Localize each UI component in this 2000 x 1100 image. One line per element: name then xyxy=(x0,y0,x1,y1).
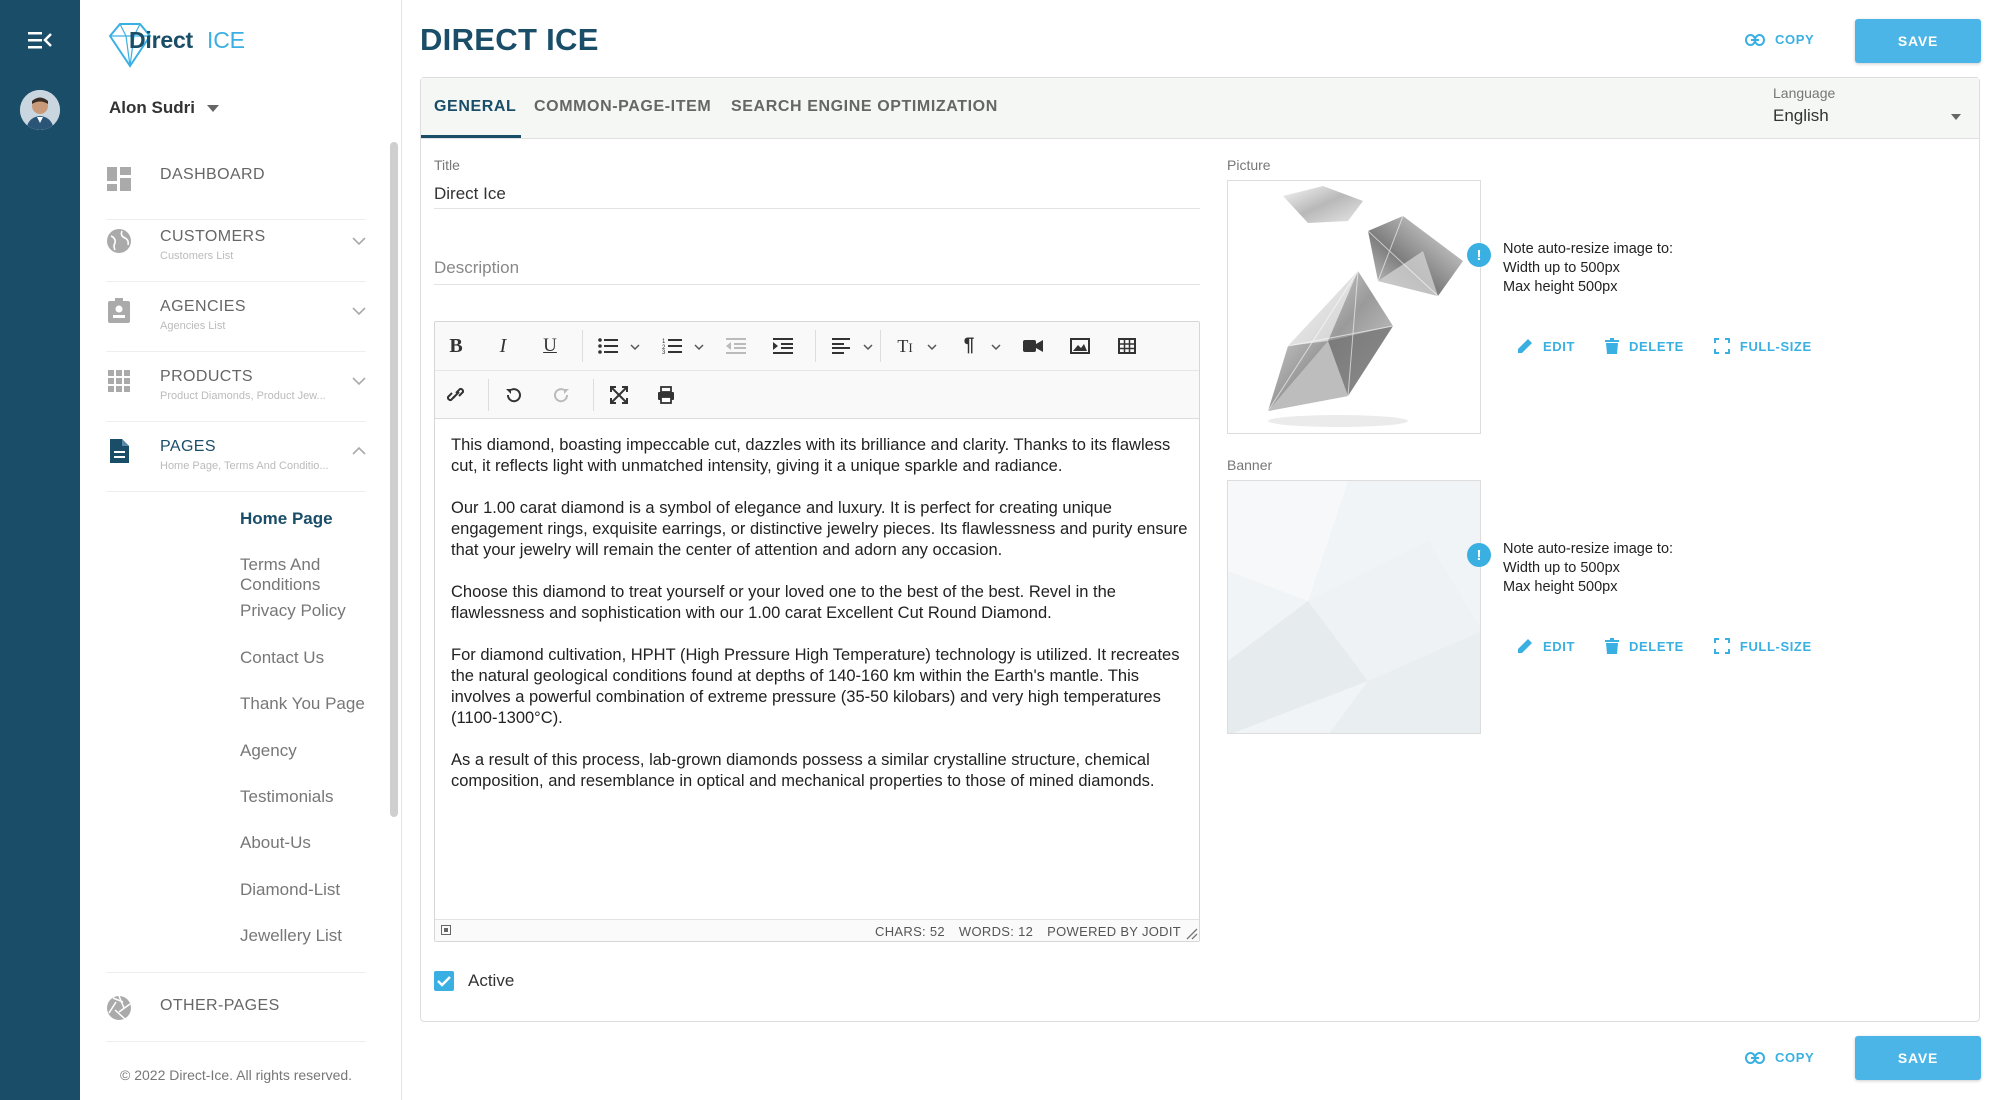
align-icon[interactable] xyxy=(826,331,856,361)
picture-fullsize-button[interactable] xyxy=(1714,338,1812,354)
description-underline xyxy=(434,284,1200,285)
svg-text:2: 2 xyxy=(662,345,666,351)
trash-icon xyxy=(1605,338,1619,354)
banner-preview[interactable] xyxy=(1227,480,1481,734)
delete-label: DELETE xyxy=(1629,338,1684,354)
title-label: Title xyxy=(434,157,460,173)
picture-edit-button[interactable] xyxy=(1517,338,1575,354)
note-line: Note auto-resize image to: xyxy=(1503,541,1674,557)
banner-fullsize-button[interactable] xyxy=(1714,638,1812,654)
copy-label: COPY xyxy=(1775,32,1815,47)
banner-image xyxy=(1228,481,1481,734)
note-line: Note auto-resize image to: xyxy=(1503,241,1674,257)
title-input[interactable] xyxy=(434,179,1200,209)
trash-icon xyxy=(1605,638,1619,654)
active-toggle[interactable] xyxy=(434,971,514,991)
chevron-down-icon xyxy=(352,236,366,246)
sidebar-item-customers[interactable] xyxy=(106,212,366,282)
form-card xyxy=(420,77,1980,1022)
active-checkbox[interactable] xyxy=(434,971,454,991)
content-paragraph: Choose this diamond to treat yourself or your loved one to the best of the best. Revel in the flawlessness and sophistication with our 1.00 carat Excellent Cut Round Diamond. xyxy=(451,583,1116,622)
sidebar-scrollbar[interactable] xyxy=(390,142,398,817)
copy-button[interactable] xyxy=(1745,32,1814,47)
rich-text-editor[interactable] xyxy=(434,321,1200,942)
copy-label: COPY xyxy=(1775,1050,1815,1065)
tab-bar xyxy=(421,78,1979,139)
link-icon xyxy=(1745,34,1765,46)
page-title: DIRECT ICE xyxy=(420,22,599,57)
pencil-icon xyxy=(1517,338,1533,354)
sidebar-item-other-pages[interactable] xyxy=(106,972,366,1042)
link-icon xyxy=(1745,1052,1765,1064)
fullsize-label: FULL-SIZE xyxy=(1739,638,1812,654)
table-icon[interactable] xyxy=(1112,331,1142,361)
sidebar-item-sublabel: Home Page, Terms And Conditio... xyxy=(160,460,329,472)
chevron-down-icon[interactable] xyxy=(630,343,640,351)
badge-icon xyxy=(106,298,132,324)
user-name: Alon Sudri xyxy=(109,98,195,117)
language-select[interactable] xyxy=(1773,106,1969,132)
sidebar xyxy=(80,0,402,1100)
language-value: English xyxy=(1773,106,1829,125)
note-line: Width up to 500px xyxy=(1503,560,1620,576)
brand-logo[interactable] xyxy=(104,18,244,74)
sidebar-subitem-thank-you[interactable]: Thank You Page xyxy=(240,694,365,713)
active-label: Active xyxy=(468,971,515,990)
editor-statusbar xyxy=(435,919,1199,941)
picture-actions xyxy=(1517,338,1812,354)
video-icon[interactable] xyxy=(1018,331,1048,361)
sidebar-item-label: OTHER-PAGES xyxy=(160,997,280,1014)
edit-label: EDIT xyxy=(1543,638,1576,654)
edit-label: EDIT xyxy=(1543,338,1576,354)
expand-icon xyxy=(1714,338,1730,354)
outdent-icon[interactable] xyxy=(721,331,751,361)
save-button-bottom[interactable]: SAVE xyxy=(1855,1036,1981,1080)
info-icon: ! xyxy=(1467,243,1491,267)
link-icon[interactable] xyxy=(441,380,471,410)
avatar[interactable] xyxy=(20,90,60,130)
sidebar-item-dashboard[interactable] xyxy=(106,150,366,220)
indent-icon[interactable] xyxy=(768,331,798,361)
underline-icon[interactable]: U xyxy=(543,335,557,356)
logo-text-accent: ICE xyxy=(207,27,245,53)
sidebar-item-sublabel: Customers List xyxy=(160,250,234,262)
picture-resize-note xyxy=(1467,240,1673,297)
sidebar-subitem-contact[interactable]: Contact Us xyxy=(240,648,325,667)
print-icon[interactable] xyxy=(651,380,681,410)
sidebar-subitem-agency[interactable]: Agency xyxy=(240,741,297,760)
picture-delete-button[interactable] xyxy=(1605,338,1684,354)
chevron-down-icon[interactable] xyxy=(694,343,704,351)
save-button[interactable]: SAVE xyxy=(1855,19,1981,63)
fullsize-label: FULL-SIZE xyxy=(1739,338,1812,354)
banner-delete-button[interactable] xyxy=(1605,638,1684,654)
aperture-icon xyxy=(106,995,132,1021)
chevron-down-icon[interactable] xyxy=(927,343,937,351)
user-menu[interactable] xyxy=(109,98,219,118)
source-mode-icon[interactable] xyxy=(441,925,451,935)
sidebar-item-sublabel: Product Diamonds, Product Jew... xyxy=(160,390,326,402)
copyright: © 2022 Direct-Ice. All rights reserved. xyxy=(120,1067,353,1083)
dropdown-arrow-icon xyxy=(1951,114,1961,120)
diamond-image xyxy=(1228,181,1481,434)
nav-rail xyxy=(0,0,80,1100)
picture-label: Picture xyxy=(1227,157,1271,173)
resize-handle-icon[interactable] xyxy=(1184,926,1198,940)
chevron-down-icon xyxy=(352,376,366,386)
info-icon: ! xyxy=(1467,543,1491,567)
dashboard-icon xyxy=(106,166,132,192)
chevron-down-icon[interactable] xyxy=(991,343,1001,351)
banner-resize-note xyxy=(1467,540,1673,597)
bold-icon[interactable]: B xyxy=(449,334,463,357)
banner-label: Banner xyxy=(1227,457,1273,473)
image-icon[interactable] xyxy=(1065,331,1095,361)
banner-edit-button[interactable] xyxy=(1517,638,1575,654)
tab-general[interactable]: GENERAL xyxy=(434,98,517,115)
note-line: Max height 500px xyxy=(1503,579,1618,595)
picture-preview[interactable] xyxy=(1227,180,1481,434)
sidebar-item-label: CUSTOMERS xyxy=(160,228,266,245)
note-line: Max height 500px xyxy=(1503,279,1618,295)
paragraph-icon[interactable]: ¶ xyxy=(963,335,975,356)
logo-text: Direct xyxy=(129,27,193,53)
note-line: Width up to 500px xyxy=(1503,260,1620,276)
sidebar-item-label: AGENCIES xyxy=(160,298,246,315)
chevron-up-icon xyxy=(352,446,366,456)
redo-icon[interactable] xyxy=(546,380,576,410)
tab-common-page-item[interactable]: COMMON-PAGE-ITEM xyxy=(534,98,712,115)
sidebar-item-agencies[interactable] xyxy=(106,282,366,352)
sidebar-item-label: PRODUCTS xyxy=(160,368,253,385)
sidebar-subitem-terms[interactable]: Terms And Conditions xyxy=(240,555,321,594)
sidebar-item-label: PAGES xyxy=(160,438,216,455)
svg-text:1: 1 xyxy=(662,339,666,345)
chevron-down-icon[interactable] xyxy=(863,343,873,351)
bullet-list-icon[interactable] xyxy=(593,331,623,361)
char-count: CHARS: 52 xyxy=(875,924,945,939)
font-size-icon[interactable]: TI xyxy=(897,335,913,356)
italic-icon[interactable]: I xyxy=(499,334,507,357)
word-count: WORDS: 12 xyxy=(958,924,1034,939)
undo-icon[interactable] xyxy=(499,380,529,410)
copy-button-bottom[interactable] xyxy=(1745,1050,1814,1065)
sidebar-subitem-jewellery-list[interactable]: Jewellery List xyxy=(240,926,343,945)
sidebar-item-sublabel: Agencies List xyxy=(160,320,226,332)
sidebar-subitem-about-us[interactable]: About-Us xyxy=(240,833,311,852)
sidebar-subitem-home-page[interactable]: Home Page xyxy=(240,509,333,528)
language-label: Language xyxy=(1773,85,1836,101)
content-paragraph: Our 1.00 carat diamond is a symbol of elegance and luxury. It is perfect for creating unique engagement rings, exquisite earrings, or distinctive jewelry pieces. Its flawlessness and purity ensure that your jewelry will remain the center of attention and adorn any occasion. xyxy=(451,499,1188,559)
apps-grid-icon xyxy=(106,368,132,394)
content-paragraph: This diamond, boasting impeccable cut, dazzles with its brilliance and clarity. Thanks to its flawless cut, it reflects light with unmatched intensity, giving it a unique sparkle and radiance. xyxy=(451,436,1171,475)
document-icon xyxy=(106,438,132,464)
sidebar-subitem-privacy[interactable]: Privacy Policy xyxy=(240,601,346,620)
description-label: Description xyxy=(434,258,520,277)
caret-down-icon xyxy=(207,105,219,112)
banner-actions xyxy=(1517,638,1812,654)
active-tab-indicator xyxy=(421,135,521,138)
chevron-down-icon xyxy=(352,306,366,316)
sidebar-subitem-diamond-list[interactable]: Diamond-List xyxy=(240,880,341,899)
sidebar-subitem-testimonials[interactable]: Testimonials xyxy=(240,787,334,806)
content-paragraph: As a result of this process, lab-grown diamonds possess a similar crystalline structure, chemical composition, and resemblance in optical and mechanical properties to those of mined diamonds. xyxy=(451,751,1155,790)
pencil-icon xyxy=(1517,638,1533,654)
sidebar-item-pages[interactable] xyxy=(106,422,366,492)
sidebar-item-label: DASHBOARD xyxy=(160,166,265,183)
powered-by[interactable]: POWERED BY JODIT xyxy=(1047,924,1181,939)
sidebar-item-products[interactable] xyxy=(106,352,366,422)
expand-icon xyxy=(1714,638,1730,654)
delete-label: DELETE xyxy=(1629,638,1684,654)
numbered-list-icon[interactable] xyxy=(657,331,687,361)
svg-text:3: 3 xyxy=(662,350,666,354)
editor-content[interactable] xyxy=(451,435,1191,813)
editor-toolbar xyxy=(435,322,1199,419)
tab-seo[interactable]: SEARCH ENGINE OPTIMIZATION xyxy=(731,98,998,115)
content-paragraph: For diamond cultivation, HPHT (High Pressure High Temperature) technology is utilized. It recreates the natural geological conditions found at depths of 140-160 km within the Earth's mantle. This involves a powerful combination of extreme pressure (35-50 kilobars) and very high temperatures (1100-1300°C). xyxy=(451,646,1180,727)
globe-icon xyxy=(106,228,132,254)
fullscreen-icon[interactable] xyxy=(604,380,634,410)
menu-collapse-icon[interactable] xyxy=(26,28,54,52)
